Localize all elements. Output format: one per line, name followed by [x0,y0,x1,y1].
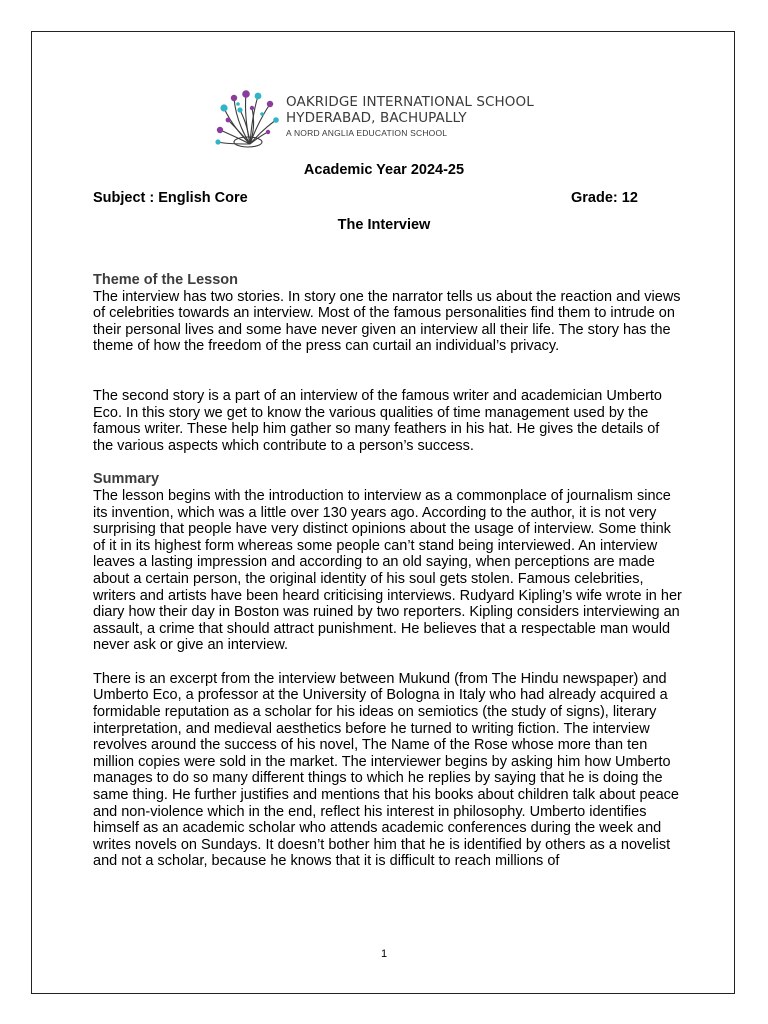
lesson-title: The Interview [337,217,431,233]
school-logo [212,86,552,152]
logo-school-name: OAKRIDGE INTERNATIONAL SCHOOL [286,94,534,110]
academic-year: Academic Year 2024-25 [303,162,465,178]
summary-paragraph-2: There is an excerpt from the interview between Mukund (from The Hindu newspaper) and Umberto Eco, a professor at the University of Bologna in Italy who had already acquired a formidable reputation as a scholar for his ideas on semiotics (the study of signs), literary interpretation, and medieval aesthetics before he turned to writing fiction. The interview revolves around the success of his novel, The Name of the Rose whose more than ten million copies were sold in the market. The interviewer begins by asking him how Umberto manages to do so many different things to which he replies by saying that he is doing the same thing. He further justifies and mentions that his books about children talk about peace and non-violence which in the end, reflect his interest in philosophy. Umberto identifies himself as an academic scholar who attends academic conferences during the week and writes novels on Sundays. It doesn’t bother him that he is identified by others as a novelist and not a scholar, because he knows that it is difficult to reach millions of [93,670,679,870]
logo-campus-name: HYDERABAD, BACHUPALLY [286,109,467,126]
logo-tagline: A NORD ANGLIA EDUCATION SCHOOL [286,128,448,138]
document-body [93,272,683,870]
school-emblem-icon [212,86,284,152]
grade-label: Grade: 12 [571,190,638,206]
theme-paragraph-1: The interview has two stories. In story one the narrator tells us about the reaction and views of celebrities towards an interview. Most of the famous personalities find them to intrude on their personal lives and some have never given an interview all their life. The story has the theme of how the freedom of the press can curtail an individual’s privacy. [93,288,681,355]
theme-paragraph-2: The second story is a part of an interview of the famous writer and academician Umberto Eco. In this story we get to know the various qualities of time management used by the famous writer. These help him gather so many feathers in his hat. He gives the details of the various aspects which contribute to a person’s success. [93,387,662,454]
subject-label: Subject : English Core [93,190,248,206]
summary-paragraph-1: The lesson begins with the introduction to interview as a commonplace of journalism since its invention, which was a little over 130 years ago. According to the author, it is not very surprising that people have very distinct opinions about the usage of interview. Some think of it in its highest form whereas some people can’t stand being interviewed. An interview leaves a lasting impression and according to an old saying, when perceptions are made about a certain person, the original identity of his soul gets stolen. Famous celebrities, writers and artists have been heard criticising interviews. Rudyard Kipling’s wife wrote in her diary how their day in Boston was ruined by two reporters. Kipling considers interviewing an assault, a crime that should attract punishment. He believes that a respectable man would never ask or give an interview. [93,487,682,654]
summary-heading: Summary [93,471,160,488]
page-number: 1 [380,948,388,960]
theme-heading: Theme of the Lesson [93,272,239,288]
